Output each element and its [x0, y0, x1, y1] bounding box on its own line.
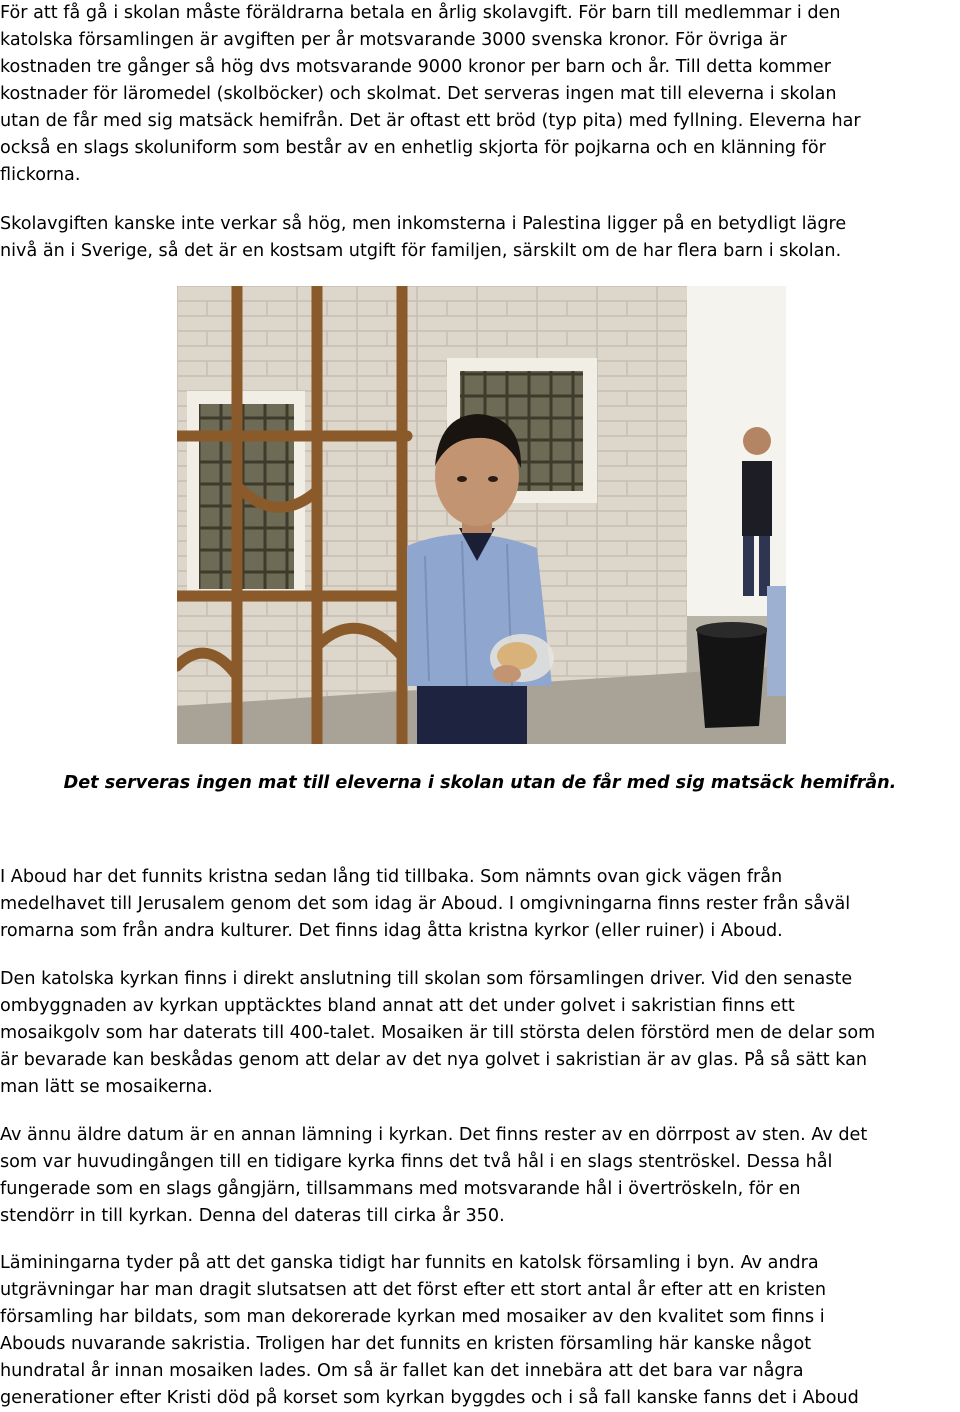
text-line: I Aboud har det funnits kristna sedan lång tid tillbaka. Som nämnts ovan gick vägen från [0, 867, 783, 887]
text-line: medelhavet till Jerusalem genom det som idag är Aboud. I omgivningarna finns rester från såväl [0, 894, 851, 914]
text-line: också en slags skoluniform som består av en enhetlig skjorta för pojkarna och en klänning för [0, 138, 826, 158]
text-line: ombyggnaden av kyrkan upptäcktes bland annat att det under golvet i sakristian finns ett [0, 996, 795, 1016]
text-line: Läminingarna tyder på att det ganska tidigt har funnits en katolsk församling i byn. Av andra [0, 1253, 819, 1273]
text-line: kostnader för läromedel (skolböcker) och skolmat. Det serveras ingen mat till eleverna i skolan [0, 84, 837, 104]
text-line: utgrävningar har man dragit slutsatsen att det först efter ett stort antal år efter att en kristen [0, 1280, 827, 1300]
text-line: Den katolska kyrkan finns i direkt anslutning till skolan som församlingen driver. Vid den senaste [0, 969, 853, 989]
text-line: nivå än i Sverige, så det är en kostsam utgift för familjen, särskilt om de har flera barn i skolan. [0, 241, 842, 261]
photo-caption: Det serveras ingen mat till eleverna i skolan utan de får med sig matsäck hemifrån. [63, 773, 897, 793]
paragraph-school-fee [0, 0, 861, 189]
photo-illustration [177, 286, 786, 744]
text-line: man lätt se mosaikerna. [0, 1077, 213, 1097]
text-line: generationer efter Kristi död på korset som kyrkan byggdes och i så fall kanske fanns det i Aboud [0, 1388, 859, 1408]
paragraph-catholic-church [0, 966, 875, 1101]
text-line: är bevarade kan beskådas genom att delar av det nya golvet i sakristian är av glas. På så sätt kan [0, 1050, 868, 1070]
text-line: hundratal år innan mosaiken lades. Om så är fallet kan det innebära att det bara var några [0, 1361, 804, 1381]
paragraph-early-congregation [0, 1250, 859, 1412]
text-line: mosaikgolv som har daterats till 400-talet. Mosaiken är till största delen förstörd men de delar som [0, 1023, 876, 1043]
text-line: katolska församlingen är avgiften per år motsvarande 3000 svenska kronor. För övriga är [0, 30, 787, 50]
photo-schoolboy-with-bread [177, 286, 786, 744]
text-line: flickorna. [0, 165, 81, 185]
text-line: kostnaden tre gånger så hög dvs motsvarande 9000 kronor per barn och år. Till detta kommer [0, 57, 831, 77]
paragraph-fee-cost [0, 211, 846, 265]
text-line: som var huvudingången till en tidigare kyrka finns det två hål i en slags stentröskel. Dessa hål [0, 1152, 833, 1172]
text-line: församling har bildats, som man dekorerade kyrkan med mosaiker av den kvalitet som finns i [0, 1307, 825, 1327]
text-line: Skolavgiften kanske inte verkar så hög, men inkomsterna i Palestina ligger på en betydligt lägre [0, 214, 847, 234]
text-line: Abouds nuvarande sakristia. Troligen har det funnits en kristen församling här kanske något [0, 1334, 812, 1354]
text-line: utan de får med sig matsäck hemifrån. Det är oftast ett bröd (typ pita) med fyllning. Eleverna har [0, 111, 861, 131]
text-line: romarna som från andra kulturer. Det finns idag åtta kristna kyrkor (eller ruiner) i Aboud. [0, 921, 783, 941]
text-line: stendörr in till kyrkan. Denna del dateras till cirka år 350. [0, 1206, 505, 1226]
text-line: För att få gå i skolan måste föräldrarna betala en årlig skolavgift. För barn till medlemmar i den [0, 3, 841, 23]
paragraph-older-remains [0, 1122, 867, 1230]
paragraph-aboud-christians [0, 864, 850, 945]
text-line: Av ännu äldre datum är en annan lämning i kyrkan. Det finns rester av en dörrpost av sten. Av det [0, 1125, 868, 1145]
text-line: fungerade som en slags gångjärn, tillsammans med motsvarande hål i övertröskeln, för en [0, 1179, 801, 1199]
